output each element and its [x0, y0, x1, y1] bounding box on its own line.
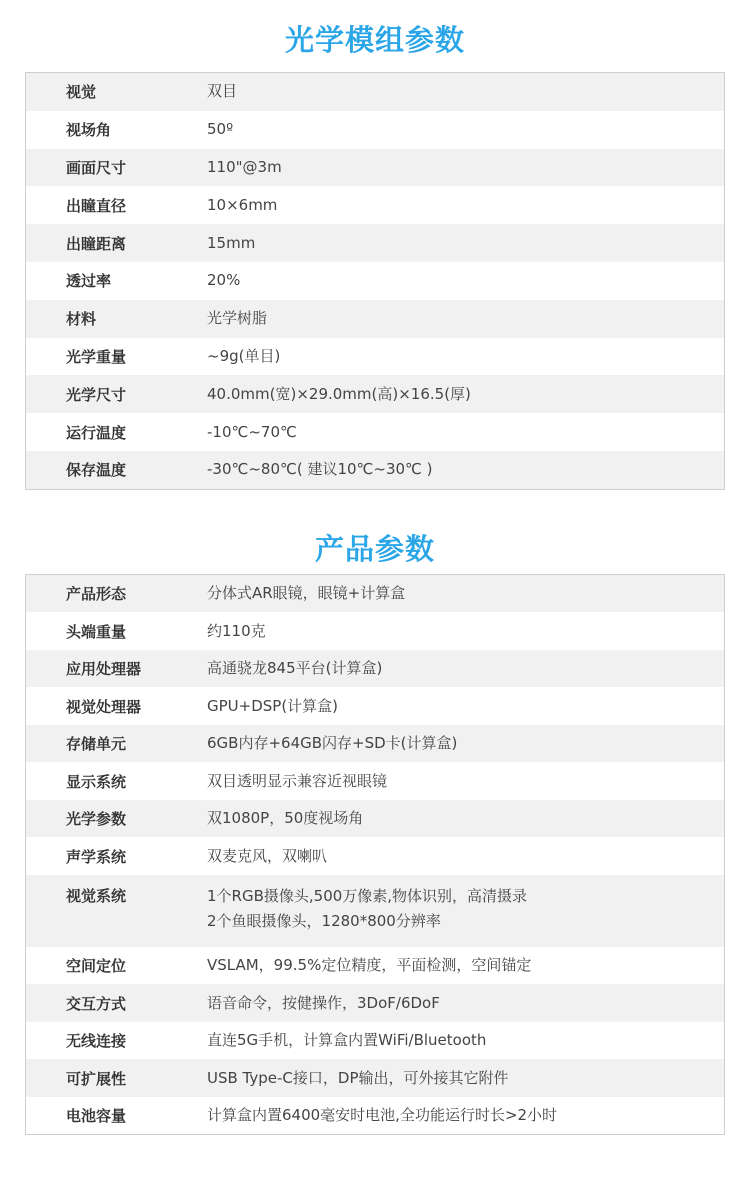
spec-value: 20%	[207, 271, 241, 290]
spec-label: 出瞳直径	[66, 196, 127, 215]
spec-value: 6GB内存+64GB闪存+SD卡(计算盒)	[207, 734, 458, 753]
table-row	[26, 1059, 724, 1097]
spec-value: 双目	[207, 82, 238, 101]
table-row	[26, 800, 724, 838]
spec-label: 显示系统	[66, 772, 127, 791]
spec-label: 画面尺寸	[66, 158, 127, 177]
optical-spec-table	[25, 72, 725, 490]
spec-label: 电池容量	[66, 1107, 127, 1126]
spec-label: 视觉	[66, 83, 97, 102]
spec-value: 光学树脂	[207, 309, 268, 328]
spec-label: 声学系统	[66, 847, 127, 866]
table-row	[26, 1022, 724, 1060]
spec-label: 空间定位	[66, 957, 127, 976]
product-section-title: 产品参数	[314, 531, 435, 566]
table-row	[26, 413, 724, 451]
spec-value: 语音命令，按健操作，3DoF/6DoF	[207, 993, 440, 1012]
spec-value: 双麦克风，双喇叭	[207, 846, 328, 865]
spec-label: 材料	[66, 310, 97, 329]
spec-value: 10×6mm	[207, 195, 278, 214]
spec-label: 光学重量	[66, 347, 127, 366]
spec-label: 无线连接	[66, 1032, 127, 1051]
table-row	[26, 762, 724, 800]
spec-value: -30℃~80℃( 建议10℃~30℃ )	[207, 460, 433, 479]
table-row	[26, 73, 724, 111]
table-row	[26, 451, 724, 489]
product-spec-table	[25, 574, 725, 1136]
spec-label: 存储单元	[66, 735, 127, 754]
table-row	[26, 725, 724, 763]
spec-label: 光学参数	[66, 810, 127, 829]
table-row	[26, 984, 724, 1022]
table-row	[26, 262, 724, 300]
table-row	[26, 612, 724, 650]
spec-label: 透过率	[66, 272, 112, 291]
spec-value: ~9g(单目)	[207, 346, 281, 365]
table-row	[26, 650, 724, 688]
spec-value: GPU+DSP(计算盒)	[207, 696, 339, 715]
spec-label: 视觉系统	[66, 886, 127, 905]
spec-value: 15mm	[207, 233, 256, 252]
table-row	[26, 875, 724, 947]
spec-value: 高通骁龙845平台(计算盒)	[207, 659, 383, 678]
table-row	[26, 111, 724, 149]
spec-value: 双目透明显示兼容近视眼镜	[207, 771, 388, 790]
spec-value: 直连5G手机，计算盒内置WiFi/Bluetooth	[207, 1031, 487, 1050]
table-row	[26, 149, 724, 187]
table-row	[26, 375, 724, 413]
table-row	[26, 338, 724, 376]
spec-label: 产品形态	[66, 585, 127, 604]
spec-value: 双1080P，50度视场角	[207, 809, 364, 828]
table-row	[26, 1097, 724, 1135]
spec-label: 运行温度	[66, 423, 127, 442]
spec-label: 保存温度	[66, 461, 127, 480]
optical-section-title: 光学模组参数	[284, 23, 465, 57]
spec-label: 视觉处理器	[66, 697, 142, 716]
spec-value: 40.0mm(宽)×29.0mm(高)×16.5(厚)	[207, 384, 471, 403]
table-row	[26, 575, 724, 613]
spec-value: VSLAM，99.5%定位精度，平面检测，空间锚定	[207, 956, 532, 975]
spec-label: 应用处理器	[66, 660, 142, 679]
spec-label: 头端重量	[66, 622, 127, 641]
spec-label: 可扩展性	[66, 1069, 127, 1088]
spec-value: 约110克	[207, 621, 266, 640]
table-row	[26, 837, 724, 875]
table-row	[26, 224, 724, 262]
spec-label: 出瞳距离	[66, 234, 127, 253]
spec-value: USB Type-C接口，DP输出，可外接其它附件	[207, 1068, 509, 1087]
table-row	[26, 687, 724, 725]
spec-value: 50º	[207, 120, 234, 139]
table-row	[26, 186, 724, 224]
table-row	[26, 300, 724, 338]
spec-label: 视场角	[66, 121, 112, 140]
spec-value: 分体式AR眼镜，眼镜+计算盒	[207, 584, 406, 603]
spec-value: 110"@3m	[207, 157, 282, 176]
table-row	[26, 947, 724, 985]
spec-label: 交互方式	[66, 994, 127, 1013]
spec-label: 光学尺寸	[66, 385, 127, 404]
spec-value: 1个RGB摄像头,500万像素,物体识别，高清摄录 2个鱼眼摄像头，1280*800分辨率	[207, 886, 528, 930]
spec-value: -10℃~70℃	[207, 422, 297, 441]
spec-value: 计算盒内置6400毫安时电池,全功能运行时长>2小时	[207, 1106, 558, 1125]
